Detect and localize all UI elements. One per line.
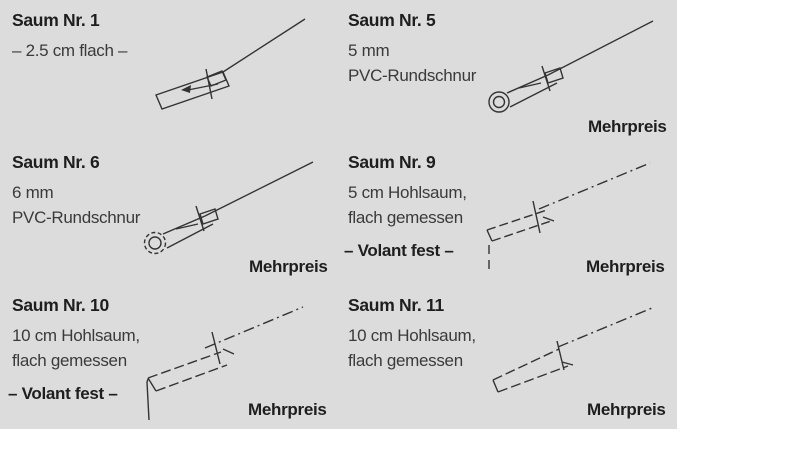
panel-title: Saum Nr. 5 [348,10,436,30]
panel-saum-5 [348,10,578,88]
panel-saum-10 [8,295,242,406]
panel-title: Saum Nr. 6 [12,152,100,172]
panel-saum-6 [12,152,242,230]
panel-desc-line: – 2.5 cm flach – [12,41,128,60]
volant-fest-label: – Volant fest – [344,241,454,260]
mehrpreis-label: Mehrpreis [249,257,328,276]
volant-fest-label: – Volant fest – [8,384,118,403]
panel-desc-line: 10 cm Hohlsaum, [12,326,140,345]
panel-desc-line: 10 cm Hohlsaum, [348,326,476,345]
panel-title: Saum Nr. 1 [12,10,100,30]
panel-saum-11 [348,295,578,373]
mehrpreis-label: Mehrpreis [588,117,667,136]
panel-desc-line: 5 mm [348,41,390,60]
panel-title: Saum Nr. 10 [12,295,109,315]
panel-saum-1 [12,10,242,63]
panel-title: Saum Nr. 11 [348,295,444,315]
panel-desc-line: 5 cm Hohlsaum, [348,183,467,202]
panel-desc-line: PVC-Rundschnur [348,66,477,85]
panel-desc-line: flach gemessen [348,351,463,370]
panel-desc-line: flach gemessen [12,351,127,370]
panel-title: Saum Nr. 9 [348,152,436,172]
panel-desc-line: 6 mm [12,183,54,202]
panel-saum-9 [344,152,578,263]
panel-desc-line: flach gemessen [348,208,463,227]
mehrpreis-label: Mehrpreis [586,257,665,276]
mehrpreis-label: Mehrpreis [587,400,666,419]
mehrpreis-label: Mehrpreis [248,400,327,419]
panel-desc-line: PVC-Rundschnur [12,208,141,227]
